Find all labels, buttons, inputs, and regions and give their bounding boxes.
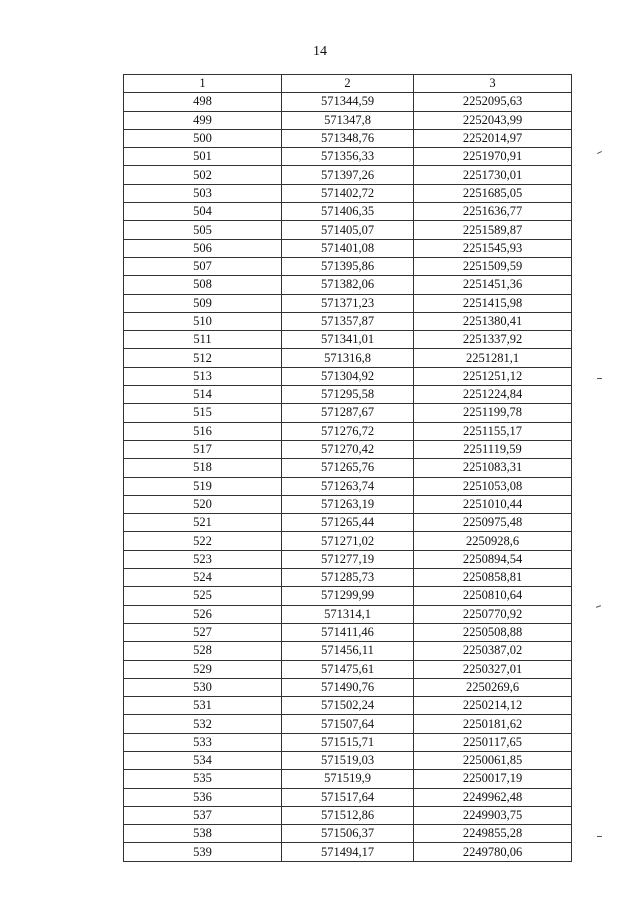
point-number-cell: 527 [124,623,282,641]
coordinates-table [123,74,572,862]
table-row [124,93,572,111]
x-coordinate-cell: 571277,19 [282,550,414,568]
table-row [124,221,572,239]
x-coordinate-cell: 571490,76 [282,678,414,696]
table-row [124,276,572,294]
point-number-cell: 533 [124,733,282,751]
table-row [124,751,572,769]
x-coordinate-cell: 571494,17 [282,843,414,861]
point-number-cell: 518 [124,459,282,477]
x-coordinate-cell: 571357,87 [282,312,414,330]
y-coordinate-cell: 2249962,48 [414,788,572,806]
point-number-cell: 539 [124,843,282,861]
table-row [124,642,572,660]
table-row [124,514,572,532]
point-number-cell: 537 [124,806,282,824]
y-coordinate-cell: 2250117,65 [414,733,572,751]
table-row [124,678,572,696]
x-coordinate-cell: 571341,01 [282,331,414,349]
x-coordinate-cell: 571519,03 [282,751,414,769]
x-coordinate-cell: 571270,42 [282,440,414,458]
point-number-cell: 523 [124,550,282,568]
y-coordinate-cell: 2251010,44 [414,495,572,513]
y-coordinate-cell: 2251251,12 [414,367,572,385]
x-coordinate-cell: 571519,9 [282,770,414,788]
table-row [124,129,572,147]
x-coordinate-cell: 571276,72 [282,422,414,440]
table-row [124,733,572,751]
x-coordinate-cell: 571371,23 [282,294,414,312]
point-number-cell: 508 [124,276,282,294]
x-coordinate-cell: 571512,86 [282,806,414,824]
y-coordinate-cell: 2251970,91 [414,148,572,166]
point-number-cell: 499 [124,111,282,129]
point-number-cell: 506 [124,239,282,257]
point-number-cell: 500 [124,129,282,147]
table-row [124,257,572,275]
table-row [124,111,572,129]
table-row [124,404,572,422]
y-coordinate-cell: 2250858,81 [414,569,572,587]
y-coordinate-cell: 2252014,97 [414,129,572,147]
x-coordinate-cell: 571406,35 [282,203,414,221]
table-row [124,806,572,824]
y-coordinate-cell: 2249780,06 [414,843,572,861]
point-number-cell: 507 [124,257,282,275]
column-header: 3 [414,75,572,93]
table-row [124,532,572,550]
y-coordinate-cell: 2251337,92 [414,331,572,349]
point-number-cell: 535 [124,770,282,788]
x-coordinate-cell: 571507,64 [282,715,414,733]
x-coordinate-cell: 571515,71 [282,733,414,751]
point-number-cell: 517 [124,440,282,458]
table-row [124,623,572,641]
table-row [124,203,572,221]
point-number-cell: 514 [124,386,282,404]
table-row [124,843,572,861]
point-number-cell: 534 [124,751,282,769]
x-coordinate-cell: 571348,76 [282,129,414,147]
x-coordinate-cell: 571265,44 [282,514,414,532]
x-coordinate-cell: 571411,46 [282,623,414,641]
point-number-cell: 519 [124,477,282,495]
point-number-cell: 530 [124,678,282,696]
x-coordinate-cell: 571299,99 [282,587,414,605]
y-coordinate-cell: 2252095,63 [414,93,572,111]
y-coordinate-cell: 2250327,01 [414,660,572,678]
table-row [124,605,572,623]
table-row [124,148,572,166]
point-number-cell: 498 [124,93,282,111]
y-coordinate-cell: 2251509,59 [414,257,572,275]
point-number-cell: 502 [124,166,282,184]
point-number-cell: 515 [124,404,282,422]
x-coordinate-cell: 571271,02 [282,532,414,550]
y-coordinate-cell: 2250975,48 [414,514,572,532]
y-coordinate-cell: 2251589,87 [414,221,572,239]
y-coordinate-cell: 2251224,84 [414,386,572,404]
x-coordinate-cell: 571397,26 [282,166,414,184]
y-coordinate-cell: 2251155,17 [414,422,572,440]
table-row [124,367,572,385]
point-number-cell: 505 [124,221,282,239]
y-coordinate-cell: 2250017,19 [414,770,572,788]
point-number-cell: 516 [124,422,282,440]
y-coordinate-cell: 2251451,36 [414,276,572,294]
table-row [124,459,572,477]
table-row [124,166,572,184]
table-row [124,312,572,330]
point-number-cell: 529 [124,660,282,678]
point-number-cell: 536 [124,788,282,806]
x-coordinate-cell: 571356,33 [282,148,414,166]
x-coordinate-cell: 571475,61 [282,660,414,678]
x-coordinate-cell: 571304,92 [282,367,414,385]
table-body [124,75,572,862]
y-coordinate-cell: 2251730,01 [414,166,572,184]
point-number-cell: 538 [124,825,282,843]
point-number-cell: 501 [124,148,282,166]
table-row [124,349,572,367]
point-number-cell: 522 [124,532,282,550]
table-header-row [124,75,572,93]
table-row [124,440,572,458]
page-number: 14 [313,44,327,59]
point-number-cell: 512 [124,349,282,367]
margin-mark [597,151,602,154]
x-coordinate-cell: 571265,76 [282,459,414,477]
table-row [124,788,572,806]
table-row [124,294,572,312]
x-coordinate-cell: 571506,37 [282,825,414,843]
x-coordinate-cell: 571502,24 [282,697,414,715]
y-coordinate-cell: 2251545,93 [414,239,572,257]
table-row [124,825,572,843]
point-number-cell: 528 [124,642,282,660]
x-coordinate-cell: 571402,72 [282,184,414,202]
point-number-cell: 524 [124,569,282,587]
point-number-cell: 504 [124,203,282,221]
margin-mark [597,378,602,379]
point-number-cell: 532 [124,715,282,733]
point-number-cell: 509 [124,294,282,312]
y-coordinate-cell: 2251083,31 [414,459,572,477]
table-row [124,386,572,404]
x-coordinate-cell: 571314,1 [282,605,414,623]
y-coordinate-cell: 2250214,12 [414,697,572,715]
y-coordinate-cell: 2251281,1 [414,349,572,367]
table-row [124,660,572,678]
y-coordinate-cell: 2252043,99 [414,111,572,129]
y-coordinate-cell: 2250810,64 [414,587,572,605]
x-coordinate-cell: 571344,59 [282,93,414,111]
column-header: 2 [282,75,414,93]
x-coordinate-cell: 571395,86 [282,257,414,275]
point-number-cell: 525 [124,587,282,605]
point-number-cell: 513 [124,367,282,385]
y-coordinate-cell: 2251685,05 [414,184,572,202]
margin-mark [596,605,601,608]
y-coordinate-cell: 2249903,75 [414,806,572,824]
y-coordinate-cell: 2250061,85 [414,751,572,769]
table-row [124,422,572,440]
x-coordinate-cell: 571401,08 [282,239,414,257]
y-coordinate-cell: 2251380,41 [414,312,572,330]
table-row [124,550,572,568]
x-coordinate-cell: 571295,58 [282,386,414,404]
table-row [124,495,572,513]
point-number-cell: 521 [124,514,282,532]
y-coordinate-cell: 2251199,78 [414,404,572,422]
point-number-cell: 503 [124,184,282,202]
table-row [124,331,572,349]
column-header: 1 [124,75,282,93]
y-coordinate-cell: 2250508,88 [414,623,572,641]
table-row [124,184,572,202]
x-coordinate-cell: 571456,11 [282,642,414,660]
y-coordinate-cell: 2250387,02 [414,642,572,660]
y-coordinate-cell: 2251636,77 [414,203,572,221]
x-coordinate-cell: 571517,64 [282,788,414,806]
y-coordinate-cell: 2251053,08 [414,477,572,495]
table-row [124,715,572,733]
y-coordinate-cell: 2250770,92 [414,605,572,623]
x-coordinate-cell: 571405,07 [282,221,414,239]
x-coordinate-cell: 571263,19 [282,495,414,513]
table-row [124,697,572,715]
table-row [124,477,572,495]
point-number-cell: 511 [124,331,282,349]
x-coordinate-cell: 571347,8 [282,111,414,129]
y-coordinate-cell: 2249855,28 [414,825,572,843]
x-coordinate-cell: 571382,06 [282,276,414,294]
margin-mark [597,836,602,837]
y-coordinate-cell: 2250928,6 [414,532,572,550]
table-row [124,587,572,605]
table-row [124,770,572,788]
table-row [124,569,572,587]
x-coordinate-cell: 571316,8 [282,349,414,367]
y-coordinate-cell: 2250181,62 [414,715,572,733]
y-coordinate-cell: 2251119,59 [414,440,572,458]
point-number-cell: 520 [124,495,282,513]
y-coordinate-cell: 2250894,54 [414,550,572,568]
table-row [124,239,572,257]
y-coordinate-cell: 2251415,98 [414,294,572,312]
y-coordinate-cell: 2250269,6 [414,678,572,696]
point-number-cell: 531 [124,697,282,715]
x-coordinate-cell: 571263,74 [282,477,414,495]
x-coordinate-cell: 571285,73 [282,569,414,587]
point-number-cell: 526 [124,605,282,623]
x-coordinate-cell: 571287,67 [282,404,414,422]
point-number-cell: 510 [124,312,282,330]
